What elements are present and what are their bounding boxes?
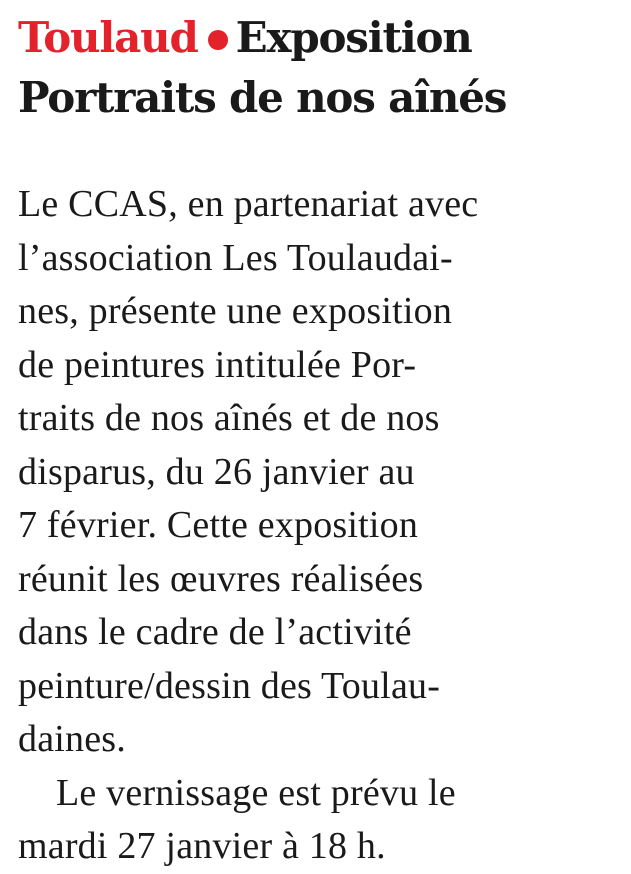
body-line: traits de nos aînés et de nos — [18, 397, 440, 439]
body-line: 7 février. Cette exposition — [18, 504, 419, 546]
headline-place: Toulaud — [18, 13, 198, 62]
body-line: de peintures intitulée Por- — [18, 343, 417, 386]
headline — [18, 8, 618, 128]
body-line: dans le cadre de l’activité — [18, 611, 412, 653]
article-body — [18, 178, 618, 874]
body-line: nes, présente une exposition — [18, 290, 453, 332]
body-line: l’association Les Toulaudai- — [18, 236, 453, 279]
headline-title: Portraits de nos aînés — [18, 73, 507, 122]
body-line: mardi 27 janvier à 18 h. — [18, 825, 386, 867]
body-line: disparus, du 26 janvier au — [18, 450, 415, 493]
body-line: Le CCAS, en partenariat avec — [18, 183, 479, 225]
paragraph-1 — [18, 178, 618, 767]
body-line: peinture/dessin des Toulau- — [18, 664, 441, 707]
paragraph-2 — [18, 767, 618, 874]
headline-topic: Exposition — [235, 13, 472, 62]
red-dot-icon — [208, 30, 228, 50]
article — [18, 8, 618, 867]
body-line: réunit les œuvres réalisées — [18, 557, 424, 600]
body-line: Le vernissage est prévu le — [56, 771, 456, 814]
body-line: daines. — [18, 718, 126, 760]
